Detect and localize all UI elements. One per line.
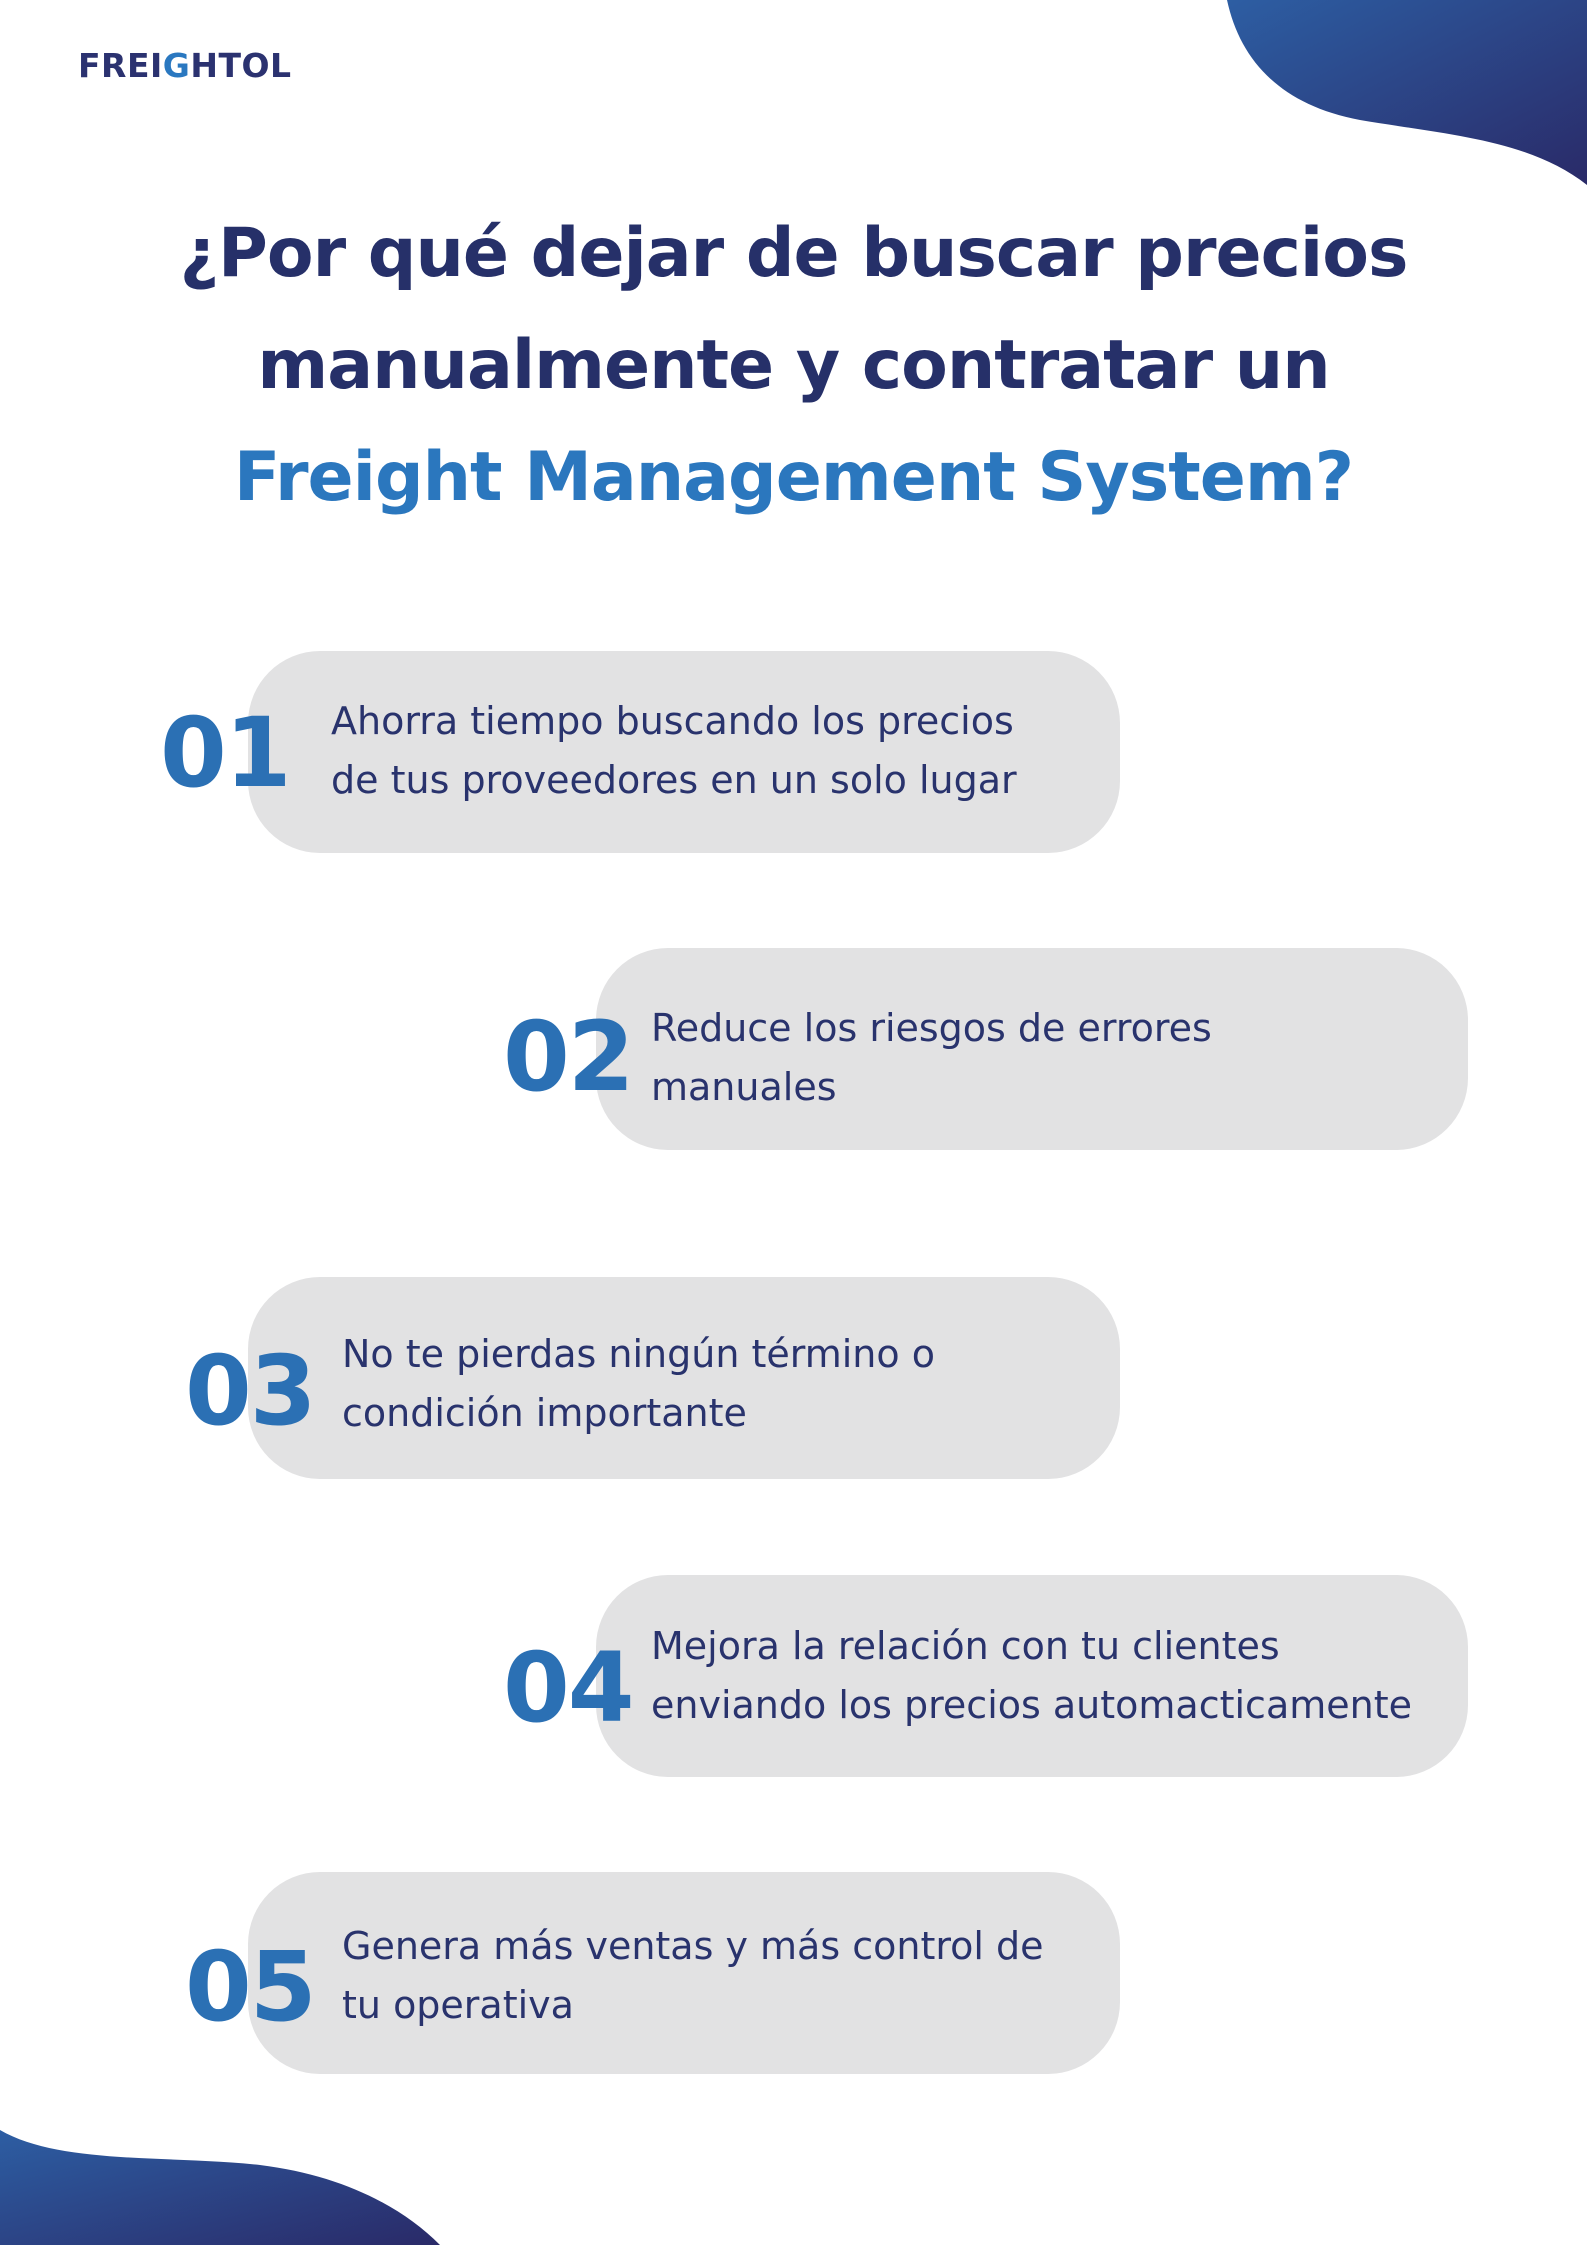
benefit-text-1-line-2: de tus proveedores en un solo lugar bbox=[331, 758, 1017, 802]
benefit-text-3-line-2: condición importante bbox=[342, 1391, 747, 1435]
benefit-text-5-line-2: tu operativa bbox=[342, 1983, 574, 2027]
benefit-number-4: 04 bbox=[503, 1632, 633, 1744]
benefit-number-2: 02 bbox=[503, 1001, 633, 1113]
benefit-text-1 bbox=[331, 692, 1017, 810]
benefit-text-4 bbox=[651, 1617, 1412, 1735]
benefit-text-3-line-1: No te pierdas ningún término o bbox=[342, 1332, 935, 1376]
benefit-text-4-line-2: enviando los precios automacticamente bbox=[651, 1683, 1412, 1727]
logo-text-suffix: HTOL bbox=[190, 46, 292, 85]
decorative-blob-bottom-left bbox=[0, 2105, 460, 2245]
benefit-text-5-line-1: Genera más ventas y más control de bbox=[342, 1924, 1044, 1968]
benefit-text-1-line-1: Ahorra tiempo buscando los precios bbox=[331, 699, 1014, 743]
decorative-blob-top-right bbox=[1200, 0, 1587, 200]
logo-text-prefix: FREI bbox=[78, 46, 163, 85]
headline-line-3-highlight: Freight Management System? bbox=[233, 438, 1354, 517]
benefit-text-3 bbox=[342, 1325, 935, 1443]
brand-logo bbox=[78, 46, 292, 86]
benefit-text-2-line-1: Reduce los riesgos de errores bbox=[651, 1006, 1212, 1050]
benefit-number-5: 05 bbox=[185, 1931, 315, 2043]
page-headline bbox=[60, 198, 1527, 534]
benefit-number-3: 03 bbox=[185, 1335, 315, 1447]
benefit-number-1: 01 bbox=[160, 697, 290, 809]
logo-text-accent: G bbox=[162, 46, 191, 85]
benefit-text-2-line-2: manuales bbox=[651, 1065, 837, 1109]
benefit-text-5 bbox=[342, 1917, 1044, 2035]
benefit-text-2 bbox=[651, 999, 1212, 1117]
benefit-text-4-line-1: Mejora la relación con tu clientes bbox=[651, 1624, 1280, 1668]
headline-line-2: manualmente y contratar un bbox=[257, 326, 1330, 405]
headline-line-1: ¿Por qué dejar de buscar precios bbox=[179, 214, 1408, 293]
